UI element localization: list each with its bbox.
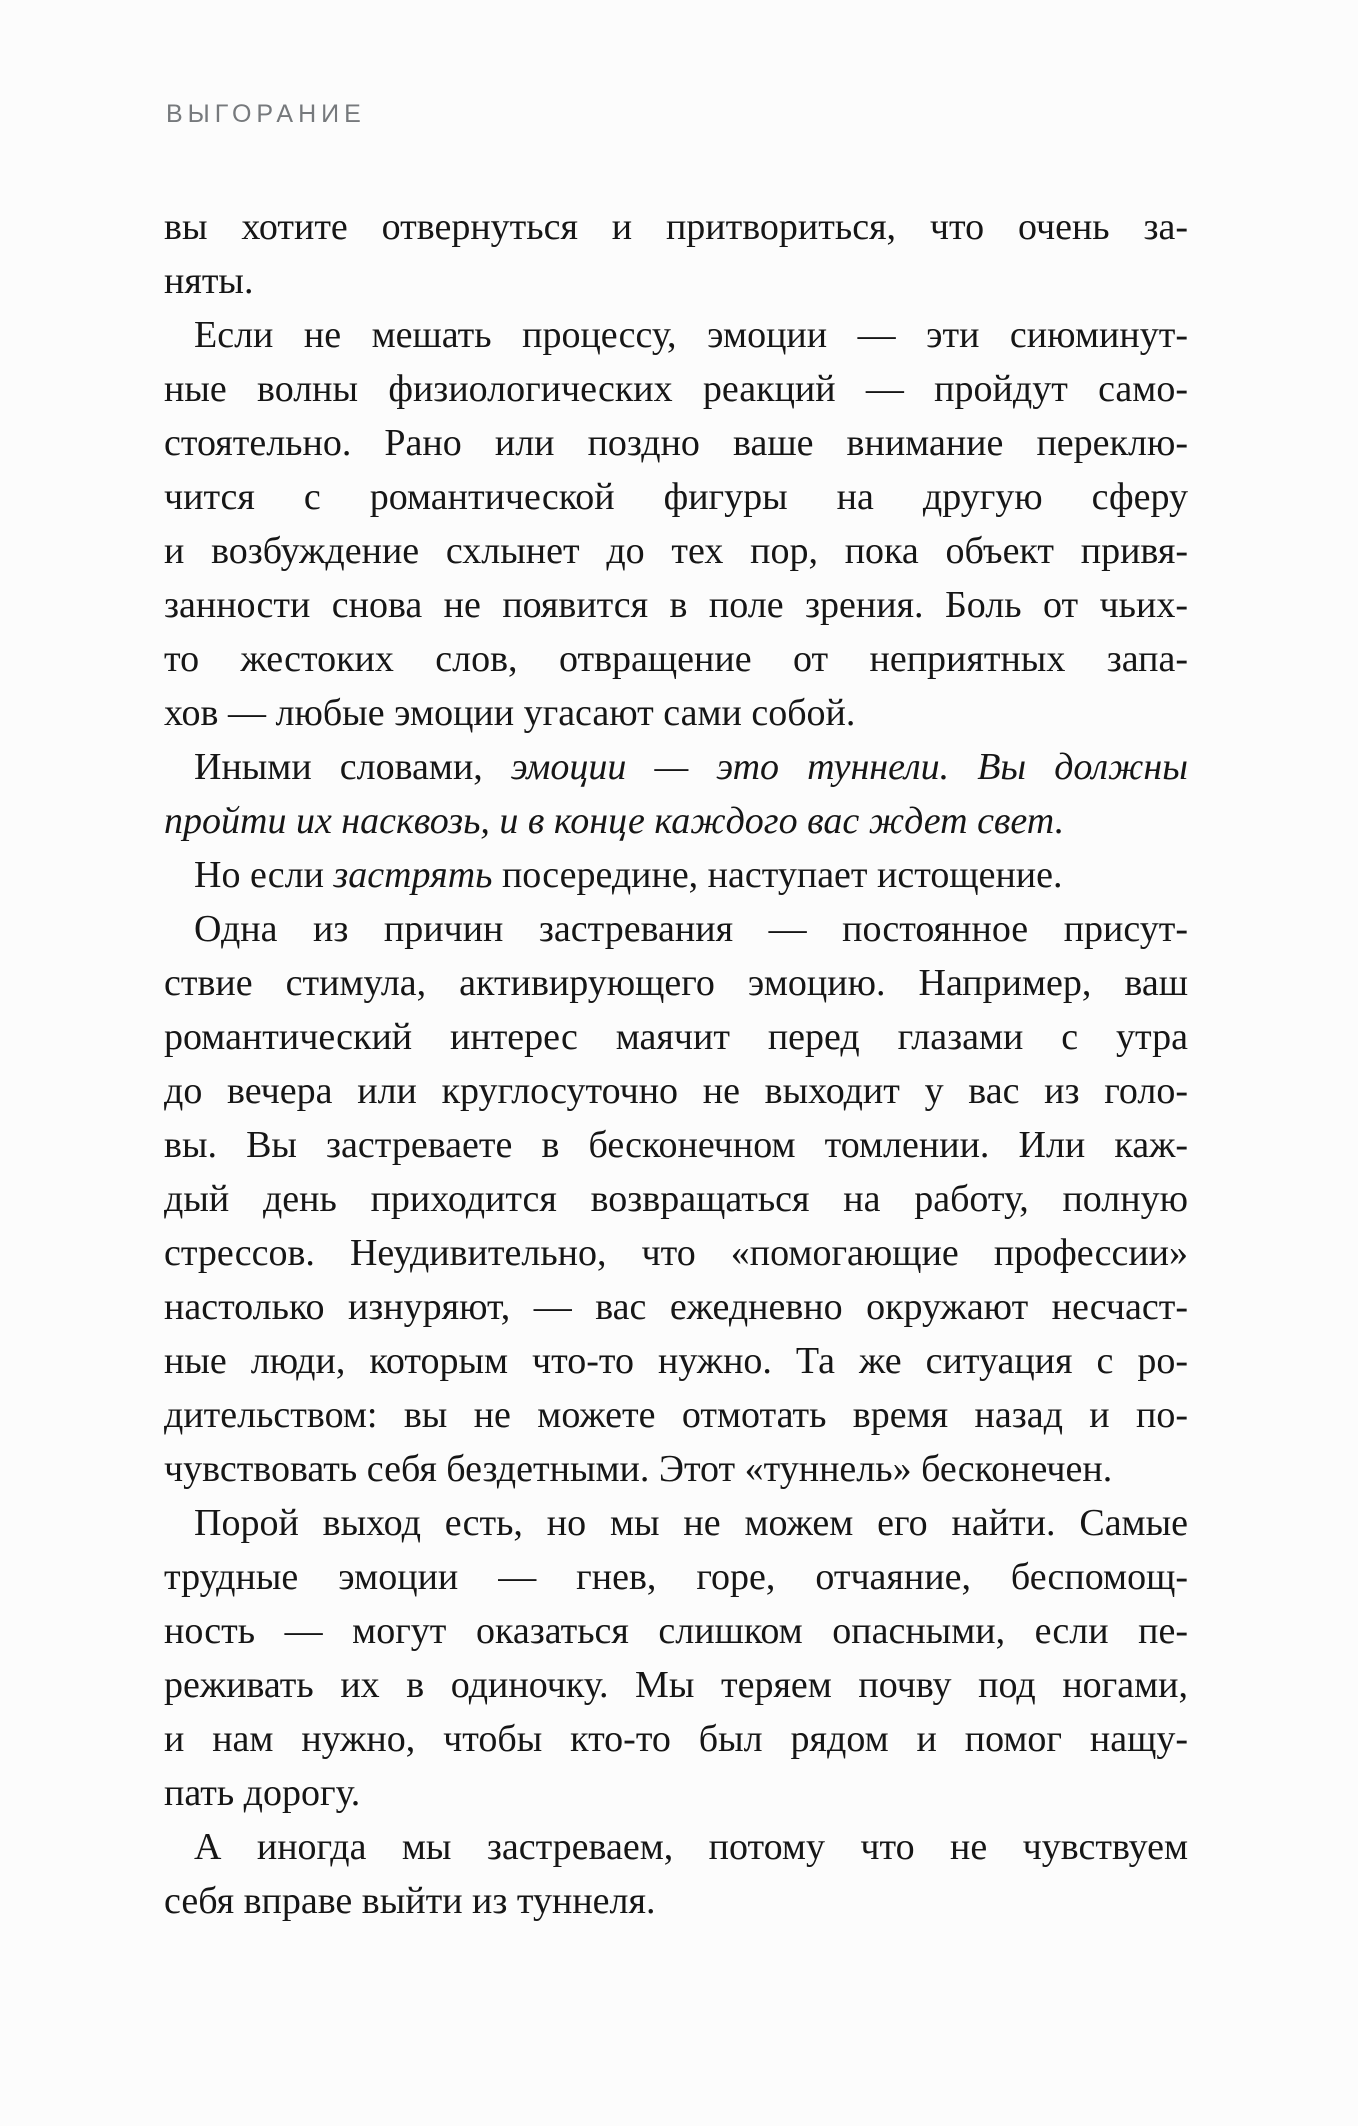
text-segment: хов — любые эмоции угасают сами собой. [164,692,856,734]
text-line [164,1172,1188,1226]
text-segment: себя вправе выйти из туннеля. [164,1880,656,1922]
text-line [164,1712,1188,1766]
text-line [164,1874,1188,1928]
text-segment: ные волны физиологических реакций — пройдут само- [164,368,1188,410]
text-segment: настолько изнуряют, — вас ежедневно окружают несчаст- [164,1286,1188,1328]
text-line [164,632,1188,686]
text-segment: пройти их насквозь, и в конце каждого вас ждет свет. [164,800,1065,842]
paragraph [164,308,1188,740]
text-segment: стоятельно. Рано или поздно ваше внимание переклю- [164,422,1188,464]
page-body-text [164,200,1188,1928]
text-segment: Одна из причин застревания — постоянное присут- [194,908,1188,950]
text-line [164,794,1188,848]
text-segment: трудные эмоции — гнев, горе, отчаяние, беспомощ- [164,1556,1188,1598]
text-line [164,1766,1188,1820]
text-line [164,416,1188,470]
text-segment: и нам нужно, чтобы кто-то был рядом и помог нащу- [164,1718,1188,1760]
text-line [164,1280,1188,1334]
text-segment: Если не мешать процессу, эмоции — эти сиюминут- [194,314,1188,356]
text-segment: чится с романтической фигуры на другую сферу [164,476,1188,518]
text-line [164,362,1188,416]
text-segment: посередине, наступает истощение. [492,854,1063,896]
text-segment: то жестоких слов, отвращение от неприятных запа- [164,638,1188,680]
text-line [164,254,1188,308]
text-line [164,902,1188,956]
text-segment: ные люди, которым что-то нужно. Та же ситуация с ро- [164,1340,1188,1382]
text-segment: А иногда мы застреваем, потому что не чувствуем [194,1826,1188,1868]
text-line [164,848,1188,902]
text-segment: эмоции — это туннели. Вы должны [510,746,1188,788]
paragraph [164,1820,1188,1928]
paragraph [164,902,1188,1496]
running-head: ВЫГОРАНИЕ [166,100,366,128]
text-segment: няты. [164,260,254,302]
paragraph [164,1496,1188,1820]
text-line [164,1496,1188,1550]
text-segment: ствие стимула, активирующего эмоцию. Например, ваш [164,962,1188,1004]
text-line [164,686,1188,740]
text-line [164,956,1188,1010]
text-line [164,1010,1188,1064]
text-line [164,1118,1188,1172]
text-segment: ность — могут оказаться слишком опасными, если пе- [164,1610,1188,1652]
text-segment: занности снова не появится в поле зрения. Боль от чьих- [164,584,1188,626]
text-segment: романтический интерес маячит перед глазами с утра [164,1016,1188,1058]
text-line [164,1334,1188,1388]
text-line [164,1064,1188,1118]
text-line [164,1442,1188,1496]
text-segment: стрессов. Неудивительно, что «помогающие профессии» [164,1232,1188,1274]
paragraph [164,848,1188,902]
text-segment: до вечера или круглосуточно не выходит у вас из голо- [164,1070,1188,1112]
text-segment: Иными словами, [194,746,511,788]
text-segment: и возбуждение схлынет до тех пор, пока объект привя- [164,530,1188,572]
text-line [164,1604,1188,1658]
text-segment: застрять [333,854,493,896]
text-line [164,1226,1188,1280]
text-segment: вы. Вы застреваете в бесконечном томлении. Или каж- [164,1124,1188,1166]
text-segment: реживать их в одиночку. Мы теряем почву под ногами, [164,1664,1188,1706]
text-line [164,1550,1188,1604]
paragraph [164,740,1188,848]
text-segment: вы хотите отвернуться и притвориться, что очень за- [164,206,1188,248]
text-line [164,470,1188,524]
text-segment: Но если [194,854,334,896]
text-line [164,308,1188,362]
text-segment: Порой выход есть, но мы не можем его найти. Самые [194,1502,1188,1544]
text-line [164,1820,1188,1874]
text-line [164,578,1188,632]
paragraph [164,200,1188,308]
text-line [164,1388,1188,1442]
text-line [164,200,1188,254]
text-line [164,740,1188,794]
text-segment: пать дорогу. [164,1772,361,1814]
text-line [164,524,1188,578]
text-segment: дый день приходится возвращаться на работу, полную [164,1178,1188,1220]
text-line [164,1658,1188,1712]
text-segment: дительством: вы не можете отмотать время назад и по- [164,1394,1188,1436]
text-segment: чувствовать себя бездетными. Этот «туннель» бесконечен. [164,1448,1113,1490]
